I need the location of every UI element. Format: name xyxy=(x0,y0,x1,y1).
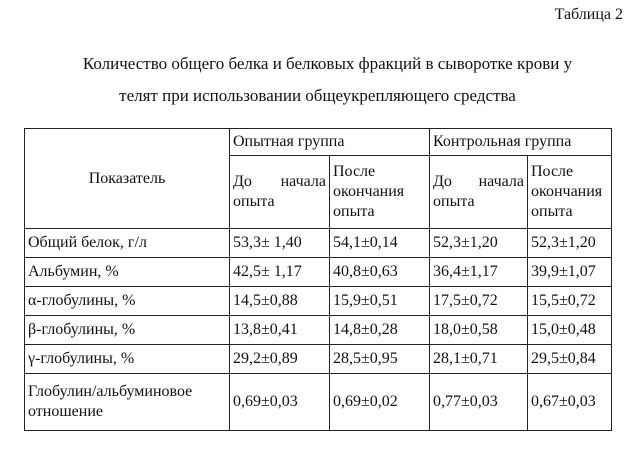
exp-after-cell: 14,8±0,28 xyxy=(330,316,430,345)
header-row-groups xyxy=(25,129,612,156)
indicator-cell: α-глобулины, % xyxy=(25,287,230,316)
exp-after-line-2: окончания xyxy=(333,183,405,200)
ctrl-after-header xyxy=(528,156,612,229)
exp-after-line-3: опыта xyxy=(333,203,375,220)
exp-after-line-1: После xyxy=(333,163,376,180)
ctrl-before-cell: 18,0±0,58 xyxy=(430,316,528,345)
ctrl-before-cell: 28,1±0,71 xyxy=(430,345,528,374)
exp-after-cell: 40,8±0,63 xyxy=(330,258,430,287)
control-group-header: Контрольная группа xyxy=(430,129,612,156)
indicator-cell: γ-глобулины, % xyxy=(25,345,230,374)
exp-before-cell: 13,8±0,41 xyxy=(230,316,330,345)
indicator-cell: β-глобулины, % xyxy=(25,316,230,345)
ctrl-after-cell: 15,0±0,48 xyxy=(528,316,612,345)
ctrl-after-cell: 52,3±1,20 xyxy=(528,229,612,258)
exp-before-header xyxy=(230,156,330,229)
exp-before-cell: 42,5± 1,17 xyxy=(230,258,330,287)
exp-after-cell: 28,5±0,95 xyxy=(330,345,430,374)
exp-after-header xyxy=(330,156,430,229)
ctrl-after-cell: 39,9±1,07 xyxy=(528,258,612,287)
data-table xyxy=(24,128,612,431)
ctrl-after-cell: 29,5±0,84 xyxy=(528,345,612,374)
ctrl-before-word-1: До xyxy=(433,173,452,190)
ctrl-before-word-3: опыта xyxy=(433,193,475,210)
table-title-line-1: Количество общего белка и белковых фракций в сыворотке крови у xyxy=(82,54,573,73)
exp-before-word-1: До xyxy=(233,173,252,190)
ctrl-after-line-1: После xyxy=(531,163,574,180)
ctrl-before-cell: 52,3±1,20 xyxy=(430,229,528,258)
exp-before-cell: 29,2±0,89 xyxy=(230,345,330,374)
ctrl-before-header xyxy=(430,156,528,229)
ctrl-before-cell: 0,77±0,03 xyxy=(430,374,528,431)
exp-before-cell: 53,3± 1,40 xyxy=(230,229,330,258)
table-row xyxy=(25,258,612,287)
table-row xyxy=(25,229,612,258)
indicator-cell: Альбумин, % xyxy=(25,258,230,287)
exp-before-cell: 0,69±0,03 xyxy=(230,374,330,431)
exp-after-cell: 0,69±0,02 xyxy=(330,374,430,431)
table-number: Таблица 2 xyxy=(554,6,623,23)
indicator-cell: Общий белок, г/л xyxy=(25,229,230,258)
ctrl-after-cell: 0,67±0,03 xyxy=(528,374,612,431)
exp-before-word-3: опыта xyxy=(233,193,275,210)
indicator-line-1: Глобулин/альбуминовое xyxy=(28,383,193,400)
table-row xyxy=(25,287,612,316)
indicator-line-2: отношение xyxy=(28,403,103,420)
table-title-line-2: телят при использовании общеукрепляющего средства xyxy=(119,86,516,105)
table-row xyxy=(25,316,612,345)
experimental-group-header: Опытная группа xyxy=(230,129,430,156)
exp-after-cell: 54,1±0,14 xyxy=(330,229,430,258)
indicator-header: Показатель xyxy=(25,129,230,229)
ctrl-after-line-3: опыта xyxy=(531,203,573,220)
table-row xyxy=(25,345,612,374)
ctrl-before-cell: 36,4±1,17 xyxy=(430,258,528,287)
exp-after-cell: 15,9±0,51 xyxy=(330,287,430,316)
exp-before-cell: 14,5±0,88 xyxy=(230,287,330,316)
ctrl-before-cell: 17,5±0,72 xyxy=(430,287,528,316)
exp-before-word-2: начала xyxy=(280,173,326,190)
ctrl-after-line-2: окончания xyxy=(531,183,603,200)
ctrl-before-word-2: начала xyxy=(478,173,524,190)
table-row xyxy=(25,374,612,431)
indicator-cell xyxy=(25,374,230,431)
ctrl-after-cell: 15,5±0,72 xyxy=(528,287,612,316)
